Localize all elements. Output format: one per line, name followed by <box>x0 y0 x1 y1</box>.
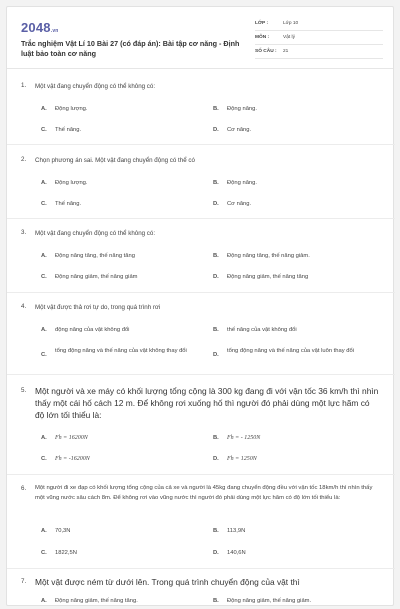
question-7 <box>7 569 395 609</box>
option-letter: C. <box>41 201 47 207</box>
option-text: Động lượng. <box>55 180 88 186</box>
worksheet-header <box>7 7 393 69</box>
option-text: Động năng tăng, thế năng giảm. <box>227 253 310 259</box>
worksheet-page <box>6 6 394 606</box>
question-6 <box>7 475 395 569</box>
option-text: Cơ năng. <box>227 127 252 133</box>
option-text: Fh = - 1250N <box>227 435 261 441</box>
logo-suffix: .vn <box>50 28 59 34</box>
question-text: Một vật được thả rơi tự do, trong quá trình rơi <box>35 304 161 311</box>
option-text: 1822,5N <box>55 550 77 556</box>
option-letter: C. <box>41 352 47 358</box>
question-number: 5. <box>21 387 27 394</box>
question-text: Một người và xe máy có khối lượng tổng cộng là 300 kg đang đi với vận tốc 36 km/h thì nhìn thấy một cái hố cách 12 m. Để không rơi xuống hố thì người đó phải dùng một lực hãm có độ lớn tối thiểu là: <box>35 386 379 420</box>
meta-label: SỐ CÂU : <box>255 49 277 54</box>
option-letter: A. <box>41 528 47 534</box>
option-text: 113,9N <box>227 528 246 534</box>
option-text: Fh = 16200N <box>55 435 88 441</box>
question-text: Một vật được ném từ dưới lên. Trong quá trình chuyển động của vật thì <box>35 577 300 587</box>
question-2 <box>7 145 395 219</box>
question-number: 3. <box>21 229 27 236</box>
option-letter: A. <box>41 598 47 604</box>
option-text: Fh = -16200N <box>55 456 90 462</box>
logo-text: 2048 <box>21 20 51 35</box>
option-letter: A. <box>41 106 47 112</box>
option-text: Động năng tăng, thế năng tăng <box>55 253 135 259</box>
meta-value: 21 <box>283 49 289 54</box>
option-letter: D. <box>213 201 219 207</box>
option-letter: A. <box>41 327 47 333</box>
option-letter: A. <box>41 180 47 186</box>
question-text: Một vật đang chuyển động có thể không có: <box>35 230 156 237</box>
site-logo[interactable] <box>21 20 59 35</box>
option-text: động năng của vật không đổi <box>55 327 130 333</box>
option-text: Động năng giảm, thế năng tăng <box>227 274 309 280</box>
question-number: 6. <box>21 485 27 492</box>
option-letter: B. <box>213 528 219 534</box>
option-letter: C. <box>41 274 47 280</box>
option-letter: D. <box>213 456 219 462</box>
question-number: 2. <box>21 156 27 163</box>
meta-row-count <box>255 45 383 59</box>
option-letter: A. <box>41 435 47 441</box>
option-text: thế năng của vật không đổi <box>227 327 297 333</box>
option-letter: D. <box>213 127 219 133</box>
question-number: 1. <box>21 82 27 89</box>
option-text: Động lượng. <box>55 106 88 112</box>
meta-table <box>255 17 383 59</box>
meta-label: MÔN : <box>255 35 270 40</box>
option-text: Thế năng. <box>55 127 82 133</box>
option-text: Động năng. <box>227 180 257 186</box>
option-letter: B. <box>213 435 219 441</box>
question-text: Chọn phương án sai. Một vật đang chuyển động có thể có <box>35 157 195 164</box>
option-text: Cơ năng. <box>227 201 252 207</box>
question-1 <box>7 69 395 145</box>
question-number: 7. <box>21 578 27 585</box>
option-letter: D. <box>213 274 219 280</box>
option-letter: B. <box>213 253 219 259</box>
meta-value: Lớp 10 <box>283 21 299 26</box>
option-text: Thế năng. <box>55 201 82 207</box>
option-letter: B. <box>213 106 219 112</box>
option-letter: A. <box>41 253 47 259</box>
option-letter: D. <box>213 550 219 556</box>
question-4 <box>7 293 395 375</box>
option-letter: C. <box>41 550 47 556</box>
meta-row-subject <box>255 31 383 45</box>
option-text: 140,6N <box>227 550 246 556</box>
option-text: Động năng giảm, thế năng giảm. <box>227 598 312 604</box>
option-text: Động năng. <box>227 106 257 112</box>
option-letter: C. <box>41 456 47 462</box>
option-text: tổng động năng và thế năng của vật luôn thay đổi <box>227 348 354 354</box>
option-letter: B. <box>213 598 219 604</box>
meta-row-class <box>255 17 383 31</box>
option-text: Động năng giảm, thế năng tăng. <box>55 598 138 604</box>
meta-value: Vật lý <box>283 35 295 40</box>
option-letter: D. <box>213 352 219 358</box>
option-letter: B. <box>213 180 219 186</box>
option-text: Động năng giảm, thế năng giảm <box>55 274 138 280</box>
option-letter: C. <box>41 127 47 133</box>
question-text: Một người đi xe đạp có khối lượng tổng cộng của cả xe và người là 45kg đang chuyển động đều với vận tốc 18km/h thì nhìn thấy một vũng nước sâu cách 8m. Để không rơi vào vũng nước thì người đó phải dùng một lực hãm có độ lớn tối thiểu là: <box>35 485 373 501</box>
option-letter: B. <box>213 327 219 333</box>
option-text: 70,3N <box>55 528 71 534</box>
question-3 <box>7 219 395 293</box>
question-number: 4. <box>21 303 27 310</box>
question-text: Một vật đang chuyển động có thể không có: <box>35 83 156 90</box>
meta-label: LỚP : <box>255 21 269 26</box>
question-5 <box>7 375 395 475</box>
page-title: Trắc nghiệm Vật Lí 10 Bài 27 (có đáp án): Bài tập cơ năng - Định luật bảo toàn cơ năng <box>21 39 240 58</box>
option-text: tổng động năng và thế năng của vật không thay đổi <box>55 348 187 354</box>
option-text: Fh = 1250N <box>227 456 257 462</box>
